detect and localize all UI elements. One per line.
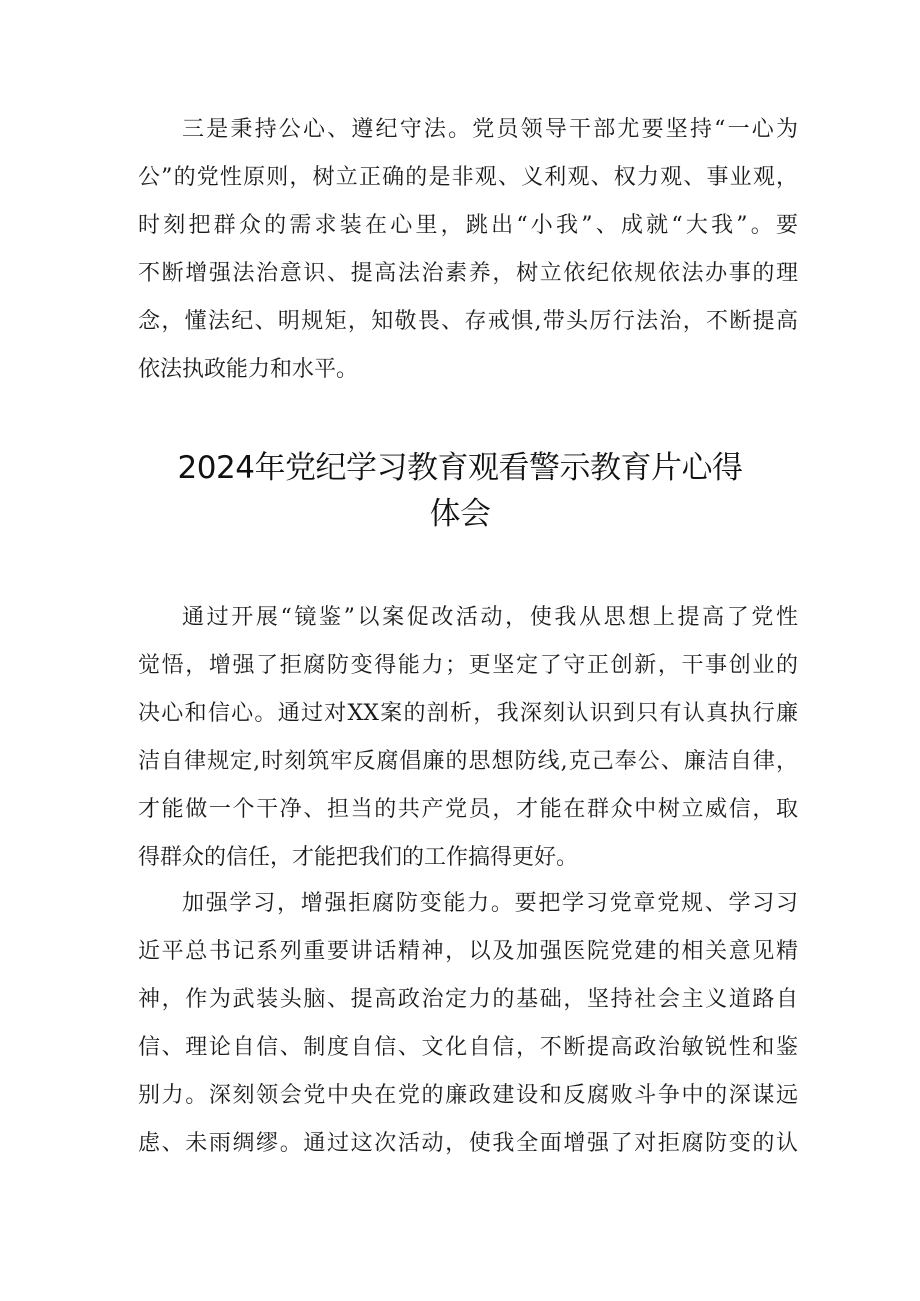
paragraph-line: 依法执政能力和水平。	[138, 357, 359, 382]
paragraph-line: 决心和信心。通过对XX案的剖析，我深刻认识到只有认真执行廉	[138, 701, 798, 726]
paragraph-line: 近平总书记系列重要讲话精神，以及加强医院党建的相关意见精	[138, 939, 798, 964]
paragraph-line: 公”的党性原则，树立正确的是非观、义利观、权力观、事业观，	[138, 165, 798, 190]
paragraph-line: 别力。深刻领会党中央在党的廉政建设和反腐败斗争中的深谋远	[138, 1083, 798, 1108]
document-title	[120, 445, 800, 537]
paragraph-line: 才能做一个干净、担当的共产党员，才能在群众中树立威信，取	[138, 797, 798, 822]
paragraph-line: 时刻把群众的需求装在心里，跳出“小我”、成就“大我”。要	[138, 213, 798, 238]
paragraph-line: 念，懂法纪、明规矩，知敬畏、存戒惧,带头厉行法治，不断提高	[138, 309, 798, 334]
paragraph-line: 不断增强法治意识、提高法治素养，树立依纪依规依法办事的理	[138, 261, 798, 286]
paragraph-line: 得群众的信任，才能把我们的工作搞得更好。	[138, 845, 579, 870]
paragraph-2	[138, 594, 798, 882]
paragraph-line: 三是秉持公心、遵纪守法。党员领导干部尤要坚持“一心为	[182, 117, 798, 142]
paragraph-1	[138, 106, 798, 394]
paragraph-line: 洁自律规定,时刻筑牢反腐倡廉的思想防线,克己奉公、廉洁自律，	[138, 749, 798, 774]
paragraph-line: 通过开展“镜鉴”以案促改活动，使我从思想上提高了党性	[182, 605, 798, 630]
title-line-2: 体会	[429, 496, 491, 532]
paragraph-line: 神，作为武装头脑、提高政治定力的基础，坚持社会主义道路自	[138, 987, 798, 1012]
paragraph-line: 虑、未雨绸缪。通过这次活动，使我全面增强了对拒腐防变的认	[138, 1131, 798, 1156]
paragraph-3	[138, 880, 798, 1168]
paragraph-line: 觉悟，增强了拒腐防变得能力；更坚定了守正创新，干事创业的	[138, 653, 798, 678]
paragraph-line: 信、理论自信、制度自信、文化自信，不断提高政治敏锐性和鉴	[138, 1035, 798, 1060]
paragraph-line: 加强学习，增强拒腐防变能力。要把学习党章党规、学习习	[182, 891, 798, 916]
title-line-1: 2024年党纪学习教育观看警示教育片心得	[177, 450, 743, 486]
